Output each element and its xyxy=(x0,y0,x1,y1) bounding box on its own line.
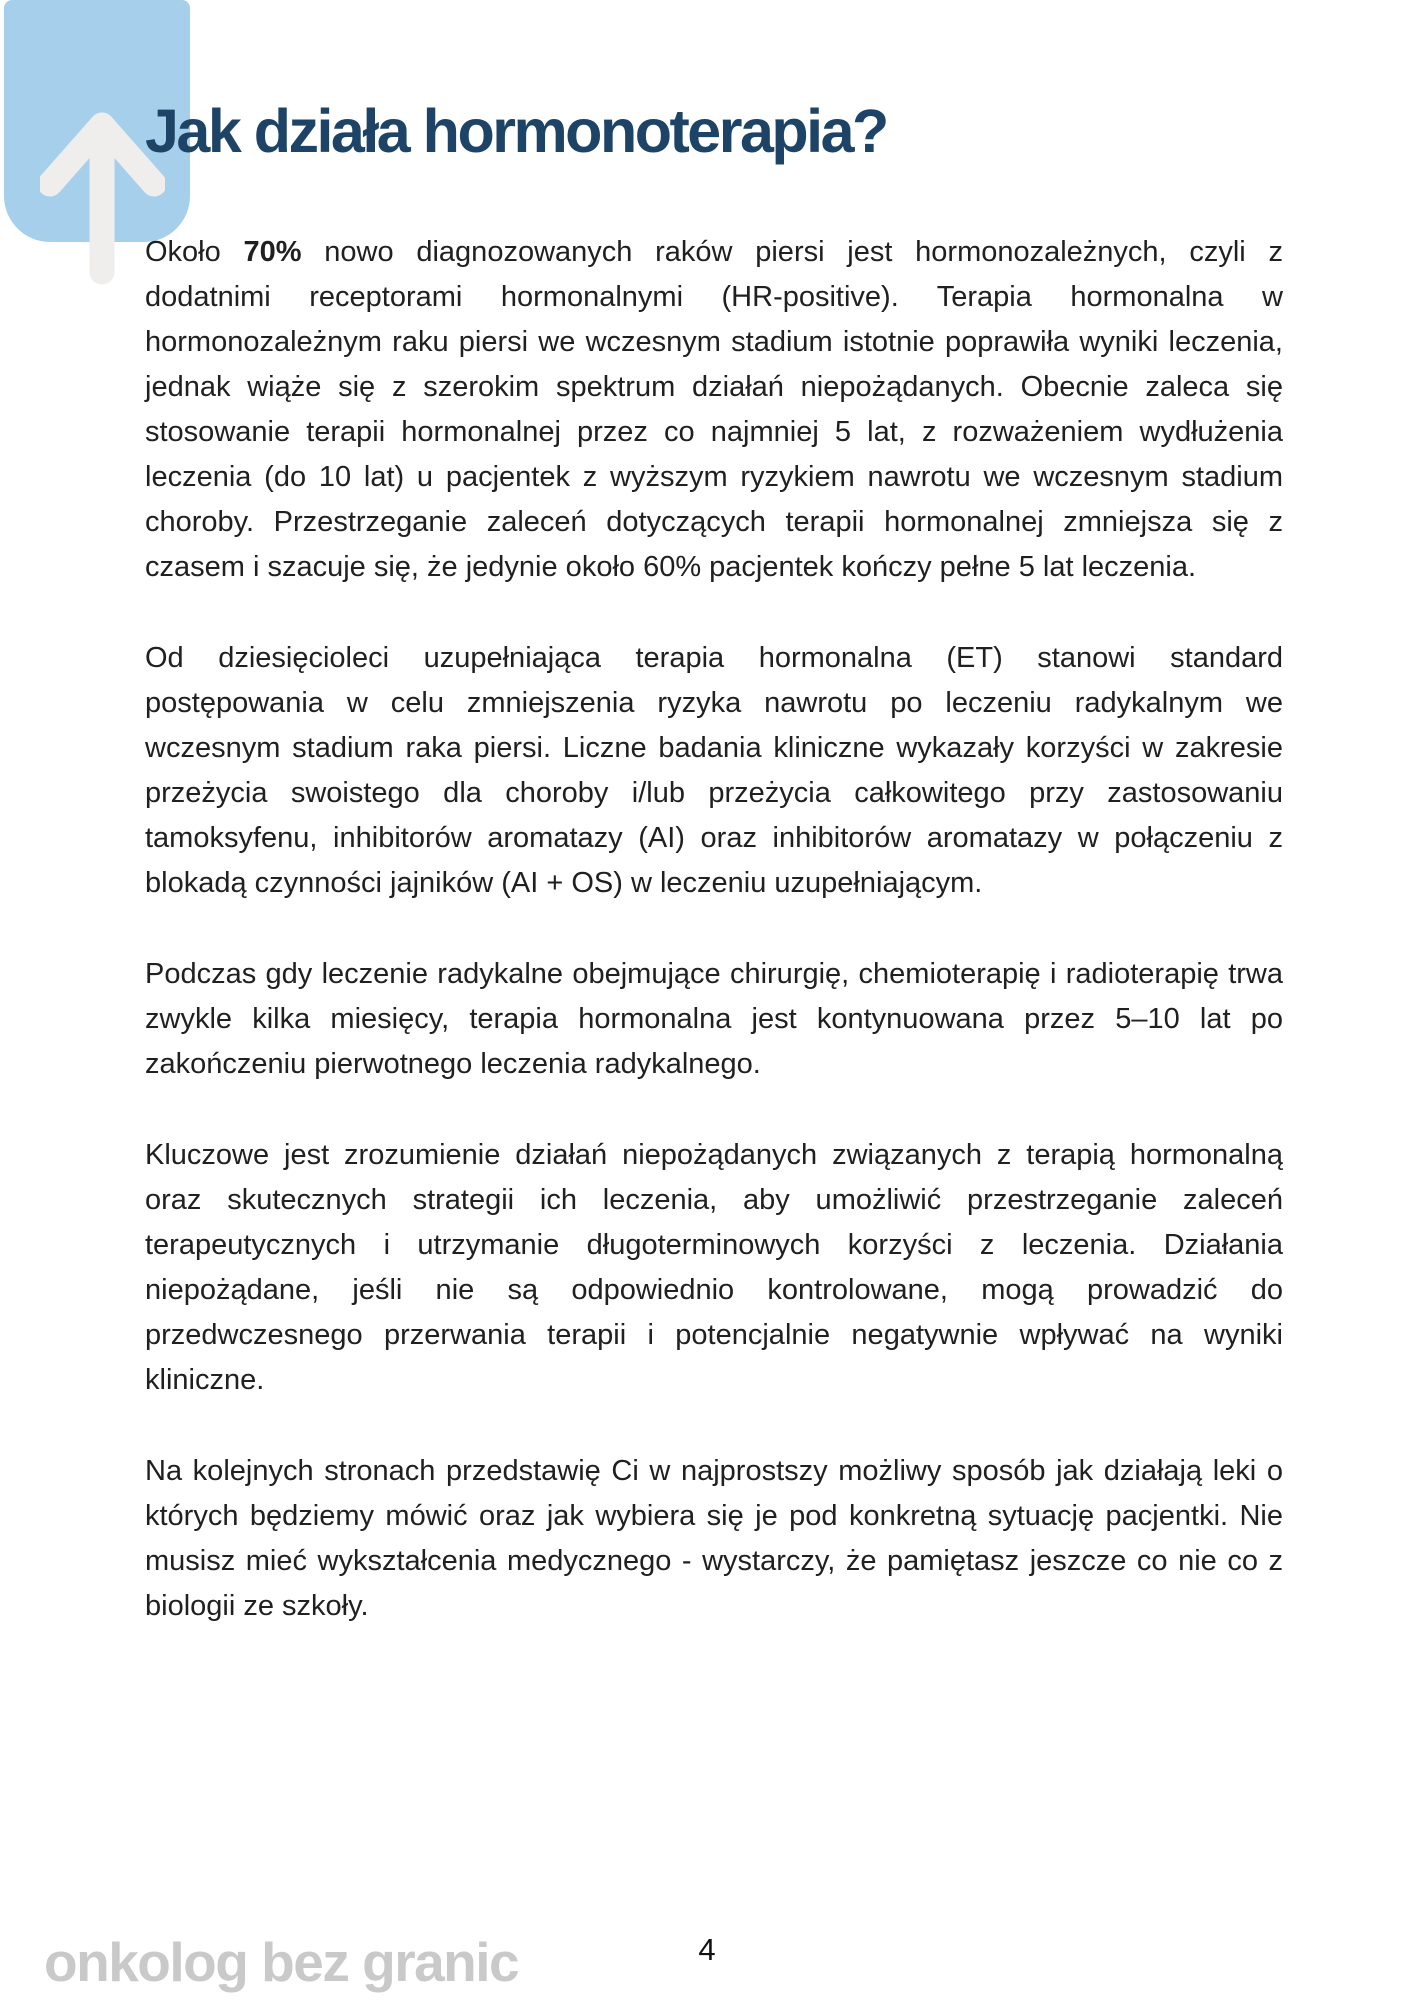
body-paragraph: Około 70% nowo diagnozowanych raków piersi jest hormonozależnych, czyli z dodatnimi receptorami hormonalnymi (HR-positive). Terapia hormonalna w hormonozależnym raku piersi we wczesnym stadium istotnie poprawiła wyniki leczenia, jednak wiąże się z szerokim spektrum działań niepożądanych. Obecnie zaleca się stosowanie terapii hormonalnej przez co najmniej 5 lat, z rozważeniem wydłużenia leczenia (do 10 lat) u pacjentek z wyższym ryzykiem nawrotu we wczesnym stadium choroby. Przestrzeganie zaleceń dotyczących terapii hormonalnej zmniejsza się z czasem i szacuje się, że jedynie około 60% pacjentek kończy pełne 5 lat leczenia. xyxy=(145,236,1283,583)
body-paragraph: Kluczowe jest zrozumienie działań niepożądanych związanych z terapią hormonalną oraz skutecznych strategii ich leczenia, aby umożliwić przestrzeganie zaleceń terapeutycznych i utrzymanie długoterminowych korzyści z leczenia. Działania niepożądane, jeśli nie są odpowiednio kontrolowane, mogą prowadzić do przedwczesnego przerwania terapii i potencjalnie negatywnie wpływać na wyniki kliniczne. xyxy=(145,1139,1283,1396)
body-paragraph: Od dziesięcioleci uzupełniająca terapia hormonalna (ET) stanowi standard postępowania w celu zmniejszenia ryzyka nawrotu po leczeniu radykalnym we wczesnym stadium raka piersi. Liczne badania kliniczne wykazały korzyści w zakresie przeżycia swoistego dla choroby i/lub przeżycia całkowitego przy zastosowaniu tamoksyfenu, inhibitorów aromatazy (AI) oraz inhibitorów aromatazy w połączeniu z blokadą czynności jajników (AI + OS) w leczeniu uzupełniającym. xyxy=(145,642,1283,899)
brand-logo: onkolog bez granic xyxy=(44,1931,519,1993)
body-paragraph: Podczas gdy leczenie radykalne obejmujące chirurgię, chemioterapię i radioterapię trwa zwykle kilka miesięcy, terapia hormonalna jest kontynuowana przez 5–10 lat po zakończeniu pierwotnego leczenia radykalnego. xyxy=(145,958,1283,1080)
page-number: 4 xyxy=(698,1932,716,1967)
body-paragraph: Na kolejnych stronach przedstawię Ci w najprostszy możliwy sposób jak działają leki o których będziemy mówić oraz jak wybiera się je pod konkretną sytuację pacjentki. Nie musisz mieć wykształcenia medycznego - wystarczy, że pamiętasz jeszcze co nie co z biologii ze szkoły. xyxy=(145,1455,1283,1622)
page-title: Jak działa hormonoterapia? xyxy=(145,97,887,165)
body-text xyxy=(145,230,1283,1675)
